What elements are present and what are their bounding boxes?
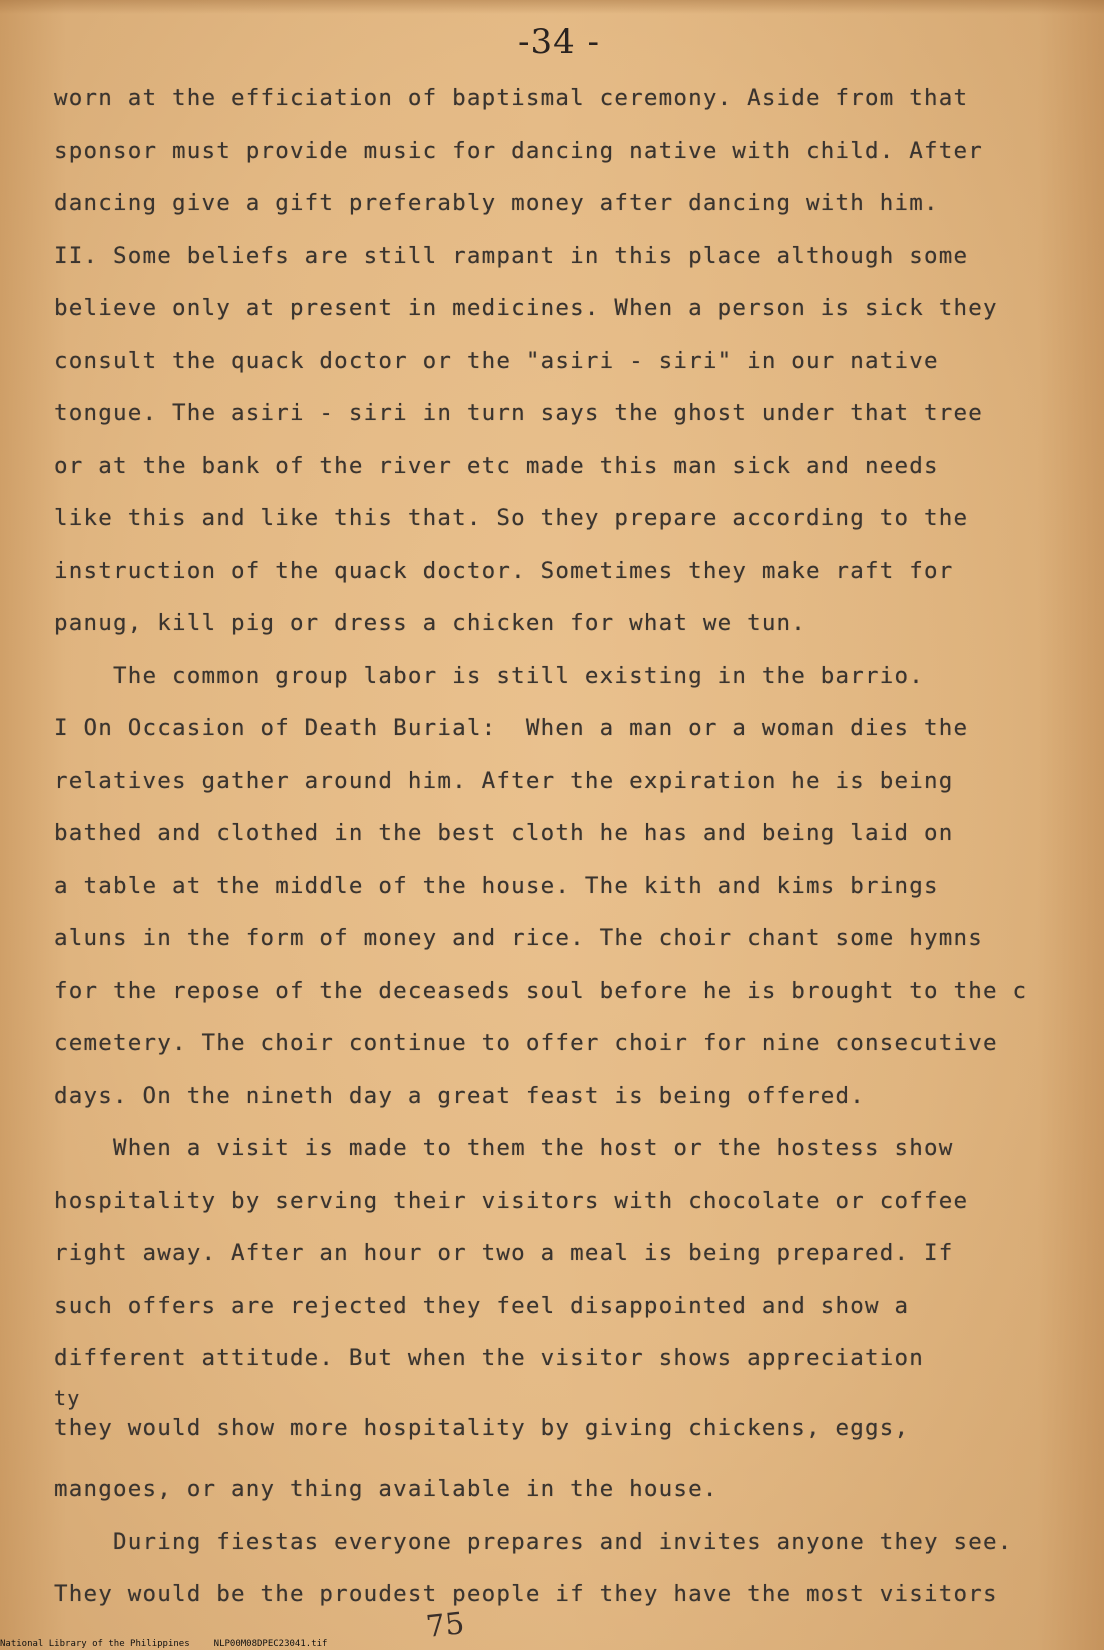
- text-line: bathed and clothed in the best cloth he has and being laid on: [54, 820, 954, 846]
- handwritten-page-mark: 75: [424, 1606, 466, 1645]
- text-line: hospitality by serving their visitors with chocolate or coffee: [54, 1187, 969, 1214]
- text-line: or at the bank of the river etc made this man sick and needs: [54, 452, 939, 479]
- text-line: When a visit is made to them the host or the hostess show: [54, 1135, 954, 1161]
- text-line: sponsor must provide music for dancing native with child. After: [54, 137, 984, 164]
- text-line: I On Occasion of Death Burial: When a man or a woman dies the: [54, 715, 969, 741]
- text-line: mangoes, or any thing available in the house.: [54, 1476, 718, 1502]
- text-line: days. On the nineth day a great feast is being offered.: [54, 1082, 866, 1109]
- text-line: cemetery. The choir continue to offer choir for nine consecutive: [54, 1030, 998, 1056]
- paper-edge: [0, 0, 1104, 14]
- text-line: relatives gather around him. After the expiration he is being: [54, 767, 954, 794]
- text-line: they would show more hospitality by giving chickens, eggs,: [54, 1414, 910, 1441]
- text-line: different attitude. But when the visitor shows appreciation: [54, 1345, 925, 1371]
- text-line: like this and like this that. So they prepare according to the: [54, 505, 969, 531]
- text-line: The common group labor is still existing in the barrio.: [54, 662, 925, 689]
- text-line: tongue. The asiri - siri in turn says the ghost under that tree: [54, 400, 984, 426]
- text-line: aluns in the form of money and rice. The choir chant some hymns: [54, 925, 984, 951]
- text-line: They would be the proudest people if they have the most visitors: [54, 1581, 998, 1607]
- typed-text-body: [54, 72, 1074, 1621]
- text-line: panug, kill pig or dress a chicken for what we tun.: [54, 610, 807, 636]
- footer-library: National Library of the Philippines: [0, 1639, 190, 1649]
- text-line-insertion: ty: [54, 1385, 81, 1410]
- text-line: During fiestas everyone prepares and invites anyone they see.: [54, 1528, 1013, 1555]
- text-line: believe only at present in medicines. When a person is sick they: [54, 295, 998, 321]
- text-line: a table at the middle of the house. The kith and kims brings: [54, 872, 939, 899]
- text-line: worn at the efficiation of baptismal ceremony. Aside from that: [54, 85, 969, 111]
- page-number: -34 -: [518, 22, 601, 62]
- text-line: consult the quack doctor or the "asiri - siri" in our native: [54, 347, 939, 374]
- text-line: II. Some beliefs are still rampant in this place although some: [54, 242, 969, 269]
- text-line: such offers are rejected they feel disappointed and show a: [54, 1292, 910, 1319]
- footer-filename: NLP00M08DPEC23041.tif: [213, 1639, 328, 1649]
- scan-footer: [0, 1638, 1104, 1650]
- text-line: dancing give a gift preferably money after dancing with him.: [54, 190, 939, 216]
- text-line: for the repose of the deceaseds soul before he is brought to the c: [54, 977, 1028, 1004]
- text-line: instruction of the quack doctor. Sometimes they make raft for: [54, 557, 954, 584]
- text-line: right away. After an hour or two a meal is being prepared. If: [54, 1240, 954, 1266]
